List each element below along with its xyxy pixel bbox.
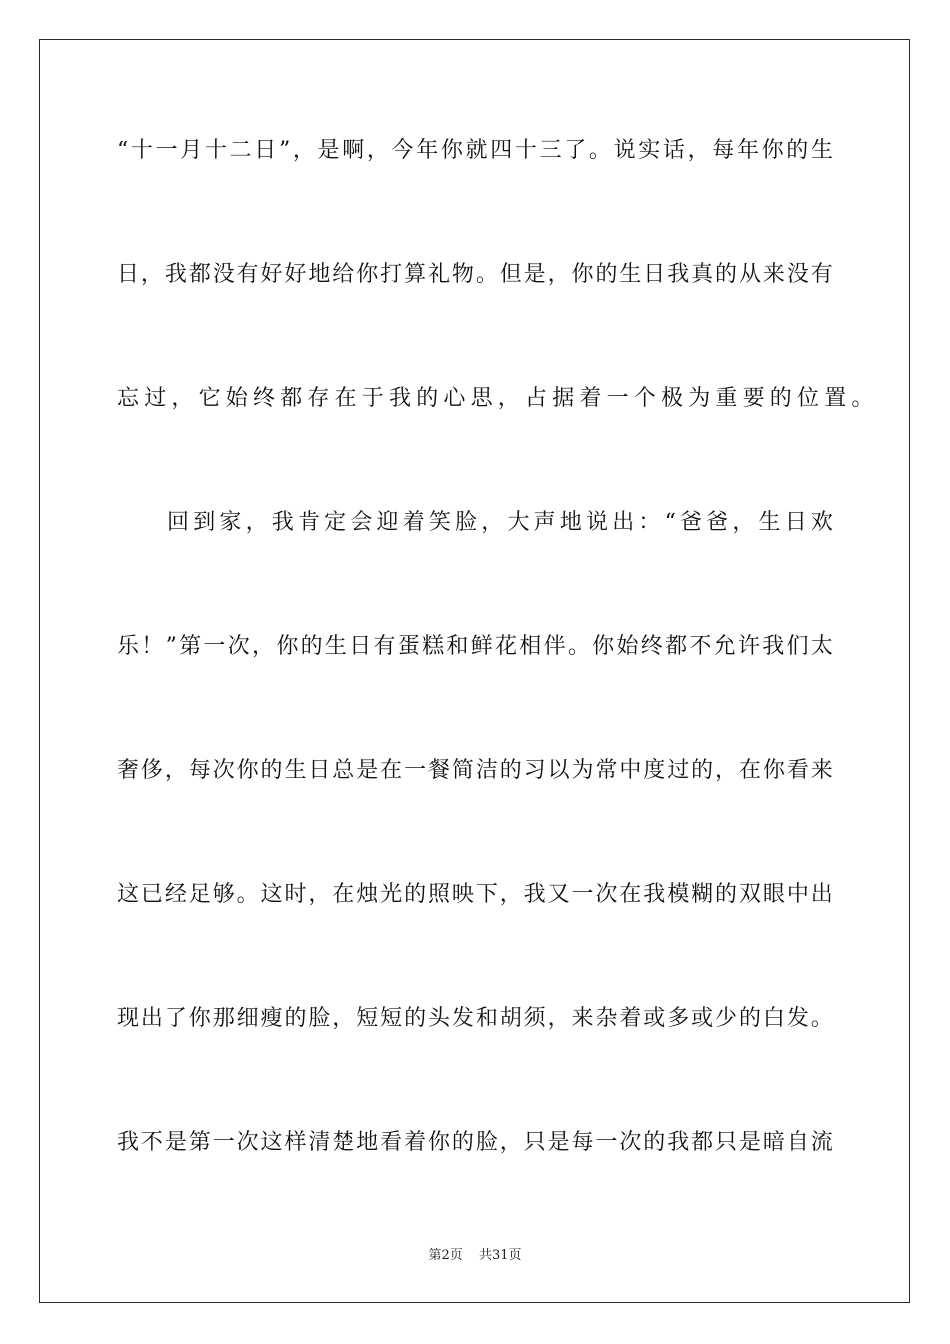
text-char: 我 bbox=[271, 510, 294, 535]
text-char: 第 bbox=[179, 634, 202, 659]
text-char: 的 bbox=[499, 758, 522, 783]
text-char: 的 bbox=[691, 758, 714, 783]
text-char: 就 bbox=[465, 138, 488, 163]
text-line bbox=[117, 1126, 833, 1160]
text-char: 给 bbox=[332, 262, 355, 287]
text-char: 糕 bbox=[422, 634, 445, 659]
text-char: 这 bbox=[260, 1130, 283, 1155]
text-char: 花 bbox=[494, 634, 517, 659]
page-border bbox=[39, 39, 910, 1303]
text-line bbox=[117, 258, 833, 292]
text-char: 来 bbox=[571, 1006, 594, 1031]
text-char: 大 bbox=[507, 510, 530, 535]
text-char: 十 bbox=[130, 138, 153, 163]
text-char: 好 bbox=[260, 262, 283, 287]
text-char: 脸 bbox=[475, 1130, 498, 1155]
text-char: 我 bbox=[667, 262, 690, 287]
text-char: 看 bbox=[786, 758, 809, 783]
text-char: 好 bbox=[284, 262, 307, 287]
text-char: 的 bbox=[260, 758, 283, 783]
page-number: 第2页 bbox=[428, 1248, 463, 1263]
text-char: ， bbox=[292, 138, 315, 163]
text-char: 经 bbox=[164, 882, 187, 907]
text-char: 的 bbox=[300, 634, 323, 659]
text-char: 过 bbox=[667, 758, 690, 783]
text-char: 次 bbox=[212, 758, 235, 783]
text-char: 我 bbox=[523, 882, 546, 907]
text-char: 发 bbox=[451, 1006, 474, 1031]
text-char: 年 bbox=[416, 138, 439, 163]
text-char: 。 bbox=[475, 262, 498, 287]
text-char: 下 bbox=[475, 882, 498, 907]
text-char: 欢 bbox=[810, 510, 833, 535]
text-char: 地 bbox=[308, 262, 331, 287]
text-char: ， bbox=[547, 1006, 570, 1031]
text-char: 相 bbox=[519, 634, 542, 659]
text-char: 鲜 bbox=[470, 634, 493, 659]
text-char: 在 bbox=[619, 882, 642, 907]
text-char: 我 bbox=[643, 882, 666, 907]
text-char: 迎 bbox=[376, 510, 399, 535]
text-char: 是 bbox=[356, 758, 379, 783]
text-char: 你 bbox=[571, 262, 594, 287]
text-char: 多 bbox=[667, 1006, 690, 1031]
text-char: 一 bbox=[571, 882, 594, 907]
text-char: 打 bbox=[380, 262, 403, 287]
text-char: 地 bbox=[356, 1130, 379, 1155]
text-char: 日 bbox=[254, 138, 277, 163]
text-char: 为 bbox=[571, 758, 594, 783]
text-char: 。 bbox=[810, 1006, 833, 1031]
text-char: 定 bbox=[324, 510, 347, 535]
text-char: 以 bbox=[547, 758, 570, 783]
text-char: ， bbox=[499, 1130, 522, 1155]
page-footer bbox=[0, 1246, 950, 1266]
text-char: 说 bbox=[586, 510, 609, 535]
text-char: 楚 bbox=[332, 1130, 355, 1155]
text-char: 映 bbox=[451, 882, 474, 907]
text-char: 我 bbox=[667, 1130, 690, 1155]
text-char: 是 bbox=[164, 1130, 187, 1155]
text-char: 中 bbox=[619, 758, 642, 783]
text-char: 习 bbox=[523, 758, 546, 783]
text-char: 真 bbox=[691, 262, 714, 287]
text-char: 须 bbox=[523, 1006, 546, 1031]
text-char: 奢 bbox=[117, 758, 140, 783]
text-char: 有 bbox=[373, 634, 396, 659]
text-char: 我 bbox=[164, 262, 187, 287]
text-char: 会 bbox=[350, 510, 373, 535]
text-char: ！ bbox=[141, 634, 164, 659]
text-char: 没 bbox=[212, 262, 235, 287]
text-char: 次 bbox=[227, 634, 250, 659]
text-char: 第 bbox=[188, 1130, 211, 1155]
text-char: 糊 bbox=[691, 882, 714, 907]
text-char: 的 bbox=[715, 262, 738, 287]
text-char: 在 bbox=[380, 758, 403, 783]
text-char: 都 bbox=[188, 262, 211, 287]
text-char: 度 bbox=[643, 758, 666, 783]
text-char: 只 bbox=[523, 1130, 546, 1155]
text-char: 笑 bbox=[428, 510, 451, 535]
text-char: 的 bbox=[404, 882, 427, 907]
text-char: 你 bbox=[188, 1006, 211, 1031]
text-char: 和 bbox=[475, 1006, 498, 1031]
text-char: 日 bbox=[308, 758, 331, 783]
text-char: 们 bbox=[786, 634, 809, 659]
text-char: 乐 bbox=[117, 634, 140, 659]
text-char: 有 bbox=[810, 262, 833, 287]
text-char: 一 bbox=[404, 758, 427, 783]
text-char: 日 bbox=[784, 510, 807, 535]
text-char: 一 bbox=[155, 138, 178, 163]
text-char: 礼 bbox=[427, 262, 450, 287]
text-char: 话 bbox=[662, 138, 685, 163]
text-char: 你 bbox=[427, 1130, 450, 1155]
text-char: 自 bbox=[786, 1130, 809, 1155]
text-char: 伴 bbox=[543, 634, 566, 659]
text-char: 已 bbox=[140, 882, 163, 907]
text-char: ” bbox=[278, 138, 291, 163]
text-char: 家 bbox=[219, 510, 242, 535]
text-char: 了 bbox=[164, 1006, 187, 1031]
text-char: 白 bbox=[762, 1006, 785, 1031]
text-char: 你 bbox=[440, 138, 463, 163]
text-char: 允 bbox=[713, 634, 736, 659]
text-char: 。 bbox=[236, 882, 259, 907]
text-char: ， bbox=[732, 510, 755, 535]
text-char: 模 bbox=[667, 882, 690, 907]
text-char: 眼 bbox=[762, 882, 785, 907]
text-char: 生 bbox=[284, 758, 307, 783]
text-char: 爸 bbox=[679, 510, 702, 535]
text-char: 一 bbox=[203, 634, 226, 659]
text-char: 又 bbox=[547, 882, 570, 907]
text-char: 的 bbox=[451, 1130, 474, 1155]
text-char: 样 bbox=[284, 1130, 307, 1155]
text-char: 每 bbox=[712, 138, 735, 163]
text-char: 简 bbox=[451, 758, 474, 783]
text-char: 算 bbox=[404, 262, 427, 287]
text-char: ， bbox=[308, 882, 331, 907]
text-char: 常 bbox=[595, 758, 618, 783]
text-char: 着 bbox=[404, 1130, 427, 1155]
text-char: 日 bbox=[117, 262, 140, 287]
text-char: 你 bbox=[236, 758, 259, 783]
text-char: ， bbox=[687, 138, 710, 163]
text-line bbox=[117, 506, 833, 540]
text-char: 够 bbox=[212, 882, 235, 907]
text-char: 少 bbox=[715, 1006, 738, 1031]
text-line bbox=[117, 630, 833, 664]
text-char: “ bbox=[664, 510, 676, 535]
text-char: 你 bbox=[276, 634, 299, 659]
text-char: 来 bbox=[762, 262, 785, 287]
text-char: “ bbox=[117, 138, 129, 163]
text-char: 和 bbox=[446, 634, 469, 659]
text-char: ， bbox=[715, 758, 738, 783]
text-char: 一 bbox=[595, 1130, 618, 1155]
text-char: 今 bbox=[391, 138, 414, 163]
text-char: 发 bbox=[786, 1006, 809, 1031]
text-char: 没 bbox=[786, 262, 809, 287]
text-char: 餐 bbox=[427, 758, 450, 783]
text-char: 照 bbox=[427, 882, 450, 907]
text-char: ， bbox=[332, 1006, 355, 1031]
text-char: 生 bbox=[324, 634, 347, 659]
text-char: 有 bbox=[236, 262, 259, 287]
text-char: 时 bbox=[284, 882, 307, 907]
text-char: 。 bbox=[567, 634, 590, 659]
text-char: 声 bbox=[533, 510, 556, 535]
text-char: 总 bbox=[332, 758, 355, 783]
total-pages: 共31页 bbox=[478, 1248, 522, 1263]
text-char: 你 bbox=[762, 758, 785, 783]
text-char: 的 bbox=[786, 138, 809, 163]
text-char: 是 bbox=[317, 138, 340, 163]
text-char: 侈 bbox=[140, 758, 163, 783]
text-char: 生 bbox=[758, 510, 781, 535]
text-char: 是 bbox=[523, 262, 546, 287]
text-char: 终 bbox=[640, 634, 663, 659]
text-line bbox=[117, 134, 833, 168]
text-char: 细 bbox=[236, 1006, 259, 1031]
text-char: 每 bbox=[188, 758, 211, 783]
text-char: 不 bbox=[140, 1130, 163, 1155]
text-char: 你 bbox=[592, 634, 615, 659]
text-line bbox=[117, 878, 833, 912]
text-char: 的 bbox=[643, 1130, 666, 1155]
text-char: ， bbox=[245, 510, 268, 535]
text-char: 洁 bbox=[475, 758, 498, 783]
text-char: 物 bbox=[451, 262, 474, 287]
text-char: 双 bbox=[738, 882, 761, 907]
text-char: 烛 bbox=[356, 882, 379, 907]
text-char: 蛋 bbox=[397, 634, 420, 659]
text-char: 十 bbox=[514, 138, 537, 163]
text-char: 脸 bbox=[308, 1006, 331, 1031]
text-char: 的 bbox=[404, 1006, 427, 1031]
text-char: 脸 bbox=[455, 510, 478, 535]
text-char: ， bbox=[481, 510, 504, 535]
text-char: 暗 bbox=[762, 1130, 785, 1155]
text-line bbox=[117, 1002, 833, 1036]
text-char: 出 bbox=[810, 882, 833, 907]
text-char: 实 bbox=[638, 138, 661, 163]
text-char: 是 bbox=[547, 1130, 570, 1155]
text-char: 是 bbox=[738, 1130, 761, 1155]
text-char: 在 bbox=[738, 758, 761, 783]
text-char: 着 bbox=[402, 510, 425, 535]
text-char: 胡 bbox=[499, 1006, 522, 1031]
text-char: 你 bbox=[761, 138, 784, 163]
text-char: 现 bbox=[117, 1006, 140, 1031]
text-char: 清 bbox=[308, 1130, 331, 1155]
text-char: 说 bbox=[613, 138, 636, 163]
text-char: 月 bbox=[180, 138, 203, 163]
text-char: ” bbox=[165, 634, 177, 659]
text-char: 那 bbox=[212, 1006, 235, 1031]
text-char: 在 bbox=[332, 882, 355, 907]
text-char: 二 bbox=[229, 138, 252, 163]
text-char: 许 bbox=[737, 634, 760, 659]
text-char: 短 bbox=[356, 1006, 379, 1031]
text-char: ， bbox=[366, 138, 389, 163]
text-char: 啊 bbox=[342, 138, 365, 163]
text-char: 地 bbox=[559, 510, 582, 535]
text-char: ， bbox=[164, 758, 187, 783]
text-char: 四 bbox=[490, 138, 513, 163]
text-char: ， bbox=[252, 634, 275, 659]
text-char: 到 bbox=[193, 510, 216, 535]
text-char: 次 bbox=[236, 1130, 259, 1155]
text-char: ， bbox=[499, 882, 522, 907]
text-char: 这 bbox=[117, 882, 140, 907]
text-line bbox=[117, 754, 833, 788]
text-char: 只 bbox=[715, 1130, 738, 1155]
text-char: 爸 bbox=[706, 510, 729, 535]
text-char: 太 bbox=[810, 634, 833, 659]
text-char: 光 bbox=[380, 882, 403, 907]
text-char: 我 bbox=[117, 1130, 140, 1155]
text-char: 但 bbox=[499, 262, 522, 287]
text-char: 三 bbox=[539, 138, 562, 163]
text-char: 日 bbox=[643, 262, 666, 287]
text-char: 次 bbox=[619, 1130, 642, 1155]
text-char: 出 bbox=[612, 510, 635, 535]
text-char: 不 bbox=[689, 634, 712, 659]
text-char: 生 bbox=[619, 262, 642, 287]
text-char: 生 bbox=[810, 138, 833, 163]
text-char: 或 bbox=[643, 1006, 666, 1031]
text-char: 日 bbox=[349, 634, 372, 659]
text-char: 出 bbox=[140, 1006, 163, 1031]
text-char: 瘦 bbox=[260, 1006, 283, 1031]
text-char: 从 bbox=[738, 262, 761, 287]
text-char: 杂 bbox=[595, 1006, 618, 1031]
text-char: 我 bbox=[762, 634, 785, 659]
text-char: 看 bbox=[380, 1130, 403, 1155]
text-char: 头 bbox=[427, 1006, 450, 1031]
text-char: 流 bbox=[810, 1130, 833, 1155]
text-char: 的 bbox=[738, 1006, 761, 1031]
text-char: ： bbox=[638, 510, 661, 535]
text-line: 忘过，它始终都存在于我的心思，占据着一个极为重要的位置。 bbox=[117, 386, 879, 411]
text-char: 着 bbox=[619, 1006, 642, 1031]
text-char: 始 bbox=[616, 634, 639, 659]
text-char: 你 bbox=[356, 262, 379, 287]
text-char: 都 bbox=[665, 634, 688, 659]
text-char: 一 bbox=[212, 1130, 235, 1155]
text-char: 的 bbox=[715, 882, 738, 907]
text-char: 。 bbox=[588, 138, 611, 163]
text-char: 这 bbox=[260, 882, 283, 907]
text-char: 足 bbox=[188, 882, 211, 907]
text-char: ， bbox=[547, 262, 570, 287]
text-char: 的 bbox=[284, 1006, 307, 1031]
text-char: 了 bbox=[564, 138, 587, 163]
text-char: 十 bbox=[204, 138, 227, 163]
text-char: 都 bbox=[691, 1130, 714, 1155]
text-char: ， bbox=[140, 262, 163, 287]
text-char: 次 bbox=[595, 882, 618, 907]
text-char: 来 bbox=[810, 758, 833, 783]
text-char: 中 bbox=[786, 882, 809, 907]
text-char: 的 bbox=[595, 262, 618, 287]
text-char: 回 bbox=[167, 510, 190, 535]
text-char: 年 bbox=[736, 138, 759, 163]
text-char: 肯 bbox=[297, 510, 320, 535]
text-char: 短 bbox=[380, 1006, 403, 1031]
text-char: 每 bbox=[571, 1130, 594, 1155]
text-char: 或 bbox=[691, 1006, 714, 1031]
